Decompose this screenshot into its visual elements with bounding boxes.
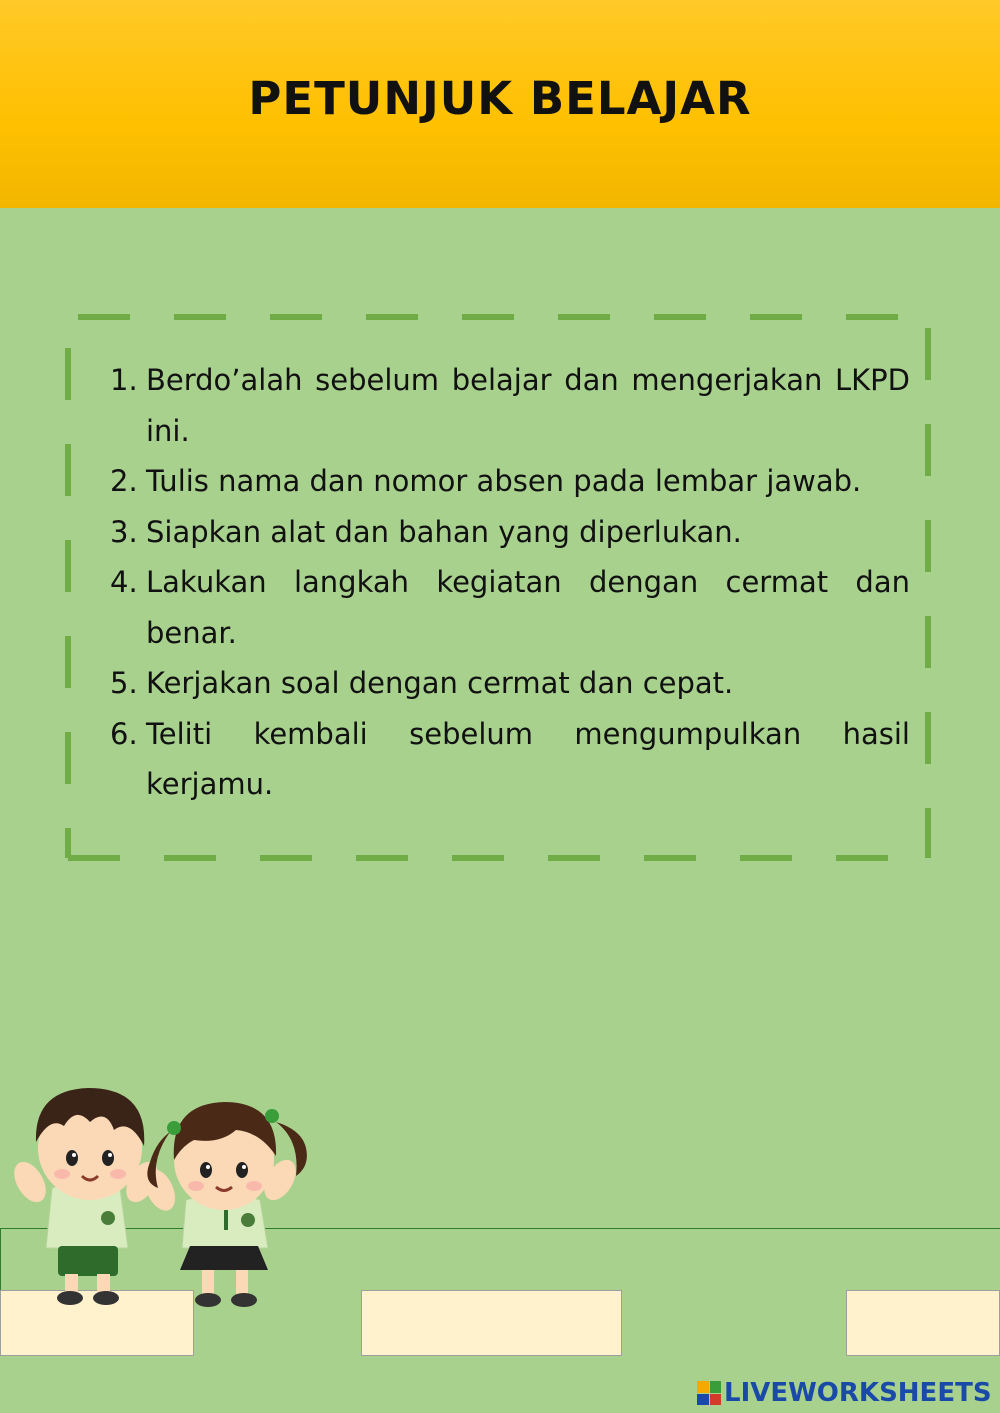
instruction-text: Kerjakan soal dengan cermat dan cepat.: [146, 666, 734, 700]
instruction-number: 3.: [110, 514, 138, 549]
instruction-text: Berdo’alah sebelum belajar dan mengerjakan LKPD ini.: [146, 363, 910, 448]
ground-tile: [846, 1290, 1000, 1356]
instruction-item: [110, 456, 910, 507]
instruction-item: [110, 355, 910, 456]
kids-illustration: [10, 1070, 320, 1315]
instruction-item: [110, 507, 910, 558]
instruction-number: 6.: [110, 716, 138, 751]
page-title: PETUNJUK BELAJAR: [248, 72, 752, 125]
instruction-item: [110, 557, 910, 658]
ground-tile: [361, 1290, 622, 1356]
boy-figure: [10, 1088, 164, 1305]
instruction-item: [110, 709, 910, 810]
instruction-text: Lakukan langkah kegiatan dengan cermat dan benar.: [146, 565, 910, 650]
instruction-number: 1.: [110, 363, 138, 397]
instruction-item: [110, 658, 910, 709]
instruction-number: 4.: [110, 565, 138, 599]
liveworksheets-brand-text: LIVEWORKSHEETS: [724, 1378, 992, 1408]
liveworksheets-logo[interactable]: [697, 1378, 992, 1408]
instruction-number: 5.: [110, 666, 138, 700]
instruction-text: Teliti kembali sebelum mengumpulkan hasil kerjamu.: [146, 716, 910, 801]
instruction-text: Tulis nama dan nomor absen pada lembar jawab.: [146, 464, 862, 498]
instruction-number: 2.: [110, 464, 138, 498]
instruction-text: Siapkan alat dan bahan yang diperlukan.: [146, 514, 742, 549]
liveworksheets-logo-icon: [697, 1381, 721, 1405]
instruction-list: [110, 355, 910, 810]
girl-figure: [139, 1102, 307, 1307]
